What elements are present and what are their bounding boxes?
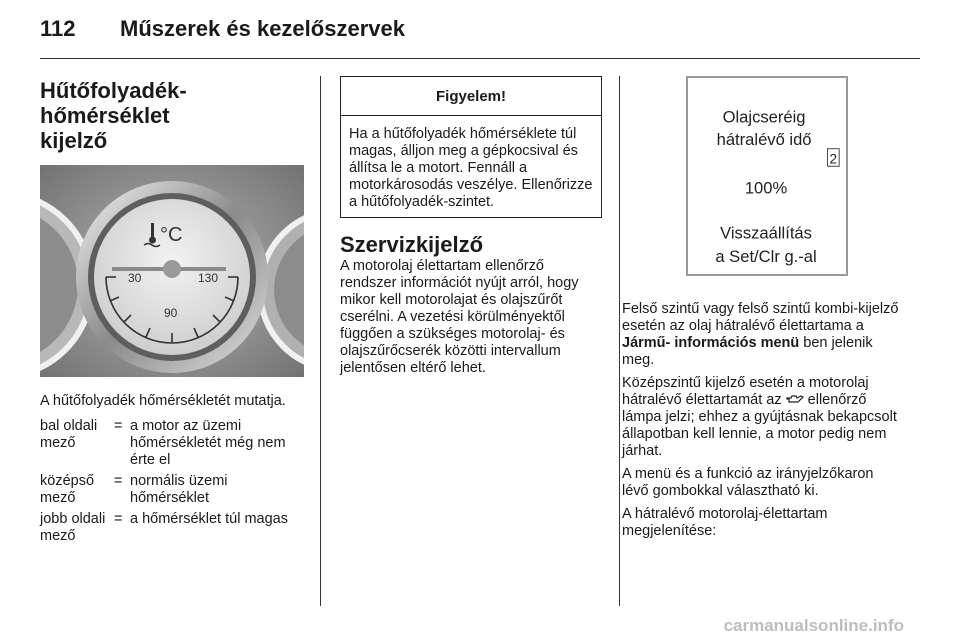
- warning-box: [340, 76, 602, 218]
- legend-value: normális üzemi hőmérséklet: [130, 473, 228, 506]
- warning-body: Ha a hűtőfolyadék hőmérséklete túl magas, álljon meg a gépkocsival és állítsa le a motort. Fennáll a motorkárosodás veszélye. Ellenőrizze a hűtőfolyadék-szintet.: [349, 126, 593, 210]
- display-line-2: hátralévő idő: [716, 129, 812, 149]
- chapter-title: Műszerek és kezelőszervek: [120, 16, 405, 41]
- legend-equals: =: [114, 418, 123, 434]
- left-column: [40, 76, 304, 549]
- legend-key: bal oldali mező: [40, 418, 98, 451]
- gauge-tick-130: 130: [198, 271, 219, 285]
- heading-line-2: kijelző: [40, 128, 108, 153]
- display-line-1: Olajcseréig: [722, 107, 806, 127]
- paragraph-mid-level: [622, 375, 904, 460]
- legend-value: a motor az üzemi hőmérsékletét még nem érte el: [130, 418, 286, 468]
- gauge-unit-label: °C: [160, 224, 183, 246]
- display-percent: 100%: [744, 178, 788, 198]
- gauge-tick-30: 30: [128, 271, 142, 285]
- header-rule: [40, 58, 920, 59]
- service-paragraph: A motorolaj élettartam ellenőrző rendszer információt nyújt arról, hogy mikor kell motorolajat és olajszűrőt cserélni. A vezetési körülményektől függően a szükséges motorolaj- és olajszűrőcserék közötti intervallum jelentősen eltérő lehet.: [340, 258, 579, 376]
- paragraph-display-level: [622, 301, 904, 369]
- display-page-indicator: 2: [829, 151, 838, 167]
- warning-title: Figyelem!: [341, 77, 601, 116]
- legend-equals: =: [114, 511, 123, 527]
- legend-row: [40, 511, 304, 549]
- watermark: carmanualsonline.info: [723, 616, 904, 635]
- gauge-legend-table: [40, 418, 304, 549]
- p1-text-b: ben jelenik meg.: [622, 335, 873, 368]
- right-column: [622, 76, 904, 546]
- p2-text-a: Középszintű kijelző esetén a motorolaj hátralévő élettartamát az: [622, 375, 869, 408]
- section-heading-service: Szervizkijelző: [340, 232, 484, 257]
- legend-value: a hőmérséklet túl magas: [130, 511, 288, 527]
- middle-column: [340, 76, 602, 377]
- p1-text-a: Felső szintű vagy felső szintű kombi-kijelző esetén az olaj hátralévő élettartama a: [622, 301, 899, 334]
- legend-row: [40, 418, 304, 473]
- page-number: 112: [40, 16, 76, 41]
- gauge-tick-90: 90: [164, 306, 178, 320]
- oil-can-icon: [786, 394, 804, 404]
- legend-equals: =: [114, 473, 123, 489]
- gauge-caption: A hűtőfolyadék hőmérsékletét mutatja.: [40, 393, 286, 409]
- column-divider-right: [619, 76, 620, 606]
- legend-key: középső mező: [40, 473, 95, 506]
- display-reset-line-2: a Set/Clr g.-al: [715, 246, 817, 266]
- column-divider-left: [320, 76, 321, 606]
- legend-key: jobb oldali mező: [40, 511, 106, 544]
- vehicle-info-menu-label: Jármű- információs menü: [622, 335, 800, 351]
- paragraph-display-remaining: A hátralévő motorolaj-élettartam megjelenítése:: [622, 506, 828, 539]
- heading-line-1: Hűtőfolyadék-hőmérséklet: [40, 78, 187, 128]
- p2-text-b: ellenőrző lámpa jelzi; ehhez a gyújtásnak bekapcsolt állapotban kell lennie, a motor pedig nem járhat.: [622, 392, 897, 459]
- service-display-image: [686, 76, 848, 276]
- section-heading-coolant: [40, 78, 304, 153]
- right-text: [622, 301, 904, 540]
- coolant-gauge-image: [40, 165, 304, 377]
- page-header: [40, 16, 405, 42]
- paragraph-menu-select: A menü és a funkció az irányjelzőkaron lévő gombokkal választható ki.: [622, 466, 874, 499]
- display-reset-line-1: Visszaállítás: [720, 223, 812, 243]
- legend-row: [40, 473, 304, 511]
